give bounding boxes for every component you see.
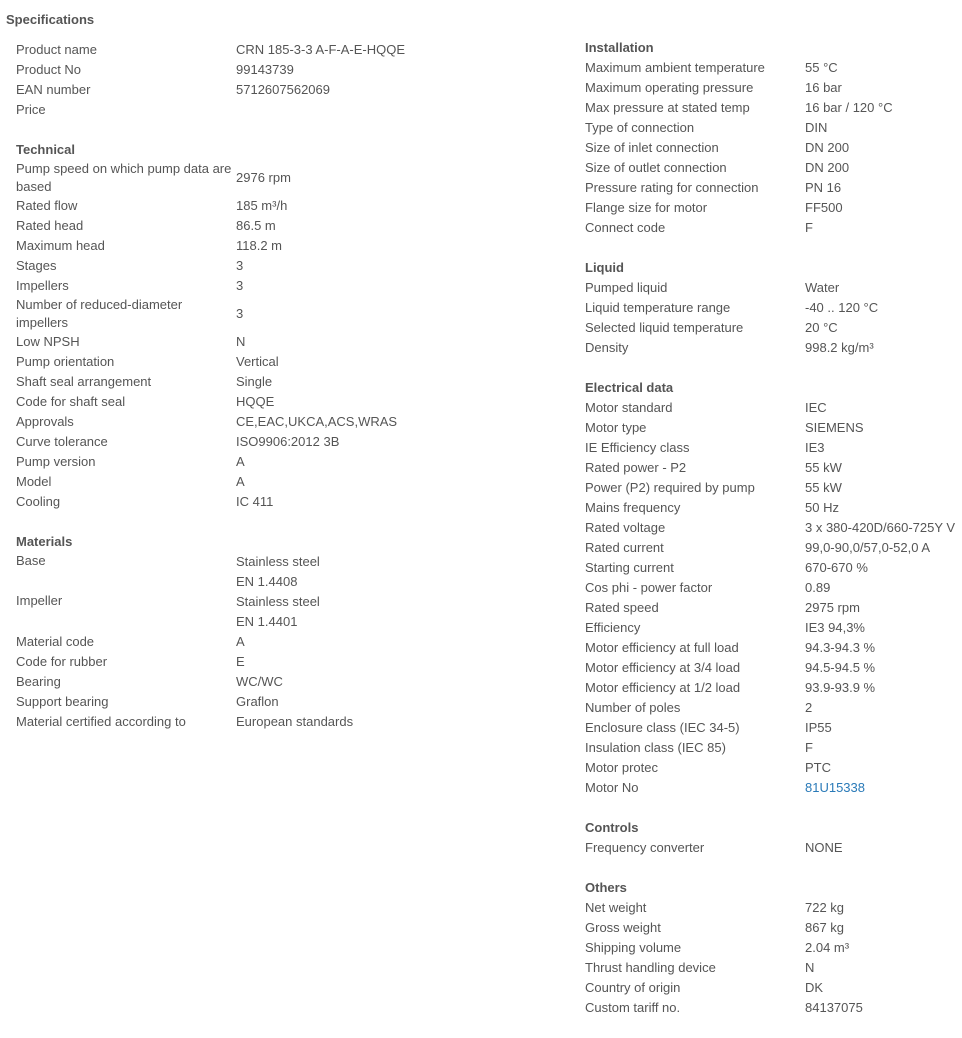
spec-label: Enclosure class (IEC 34-5): [585, 720, 740, 735]
spec-label: Material certified according to: [16, 714, 186, 729]
spec-row-impeller: [16, 592, 556, 632]
spec-value: 99,0-90,0/57,0-52,0 A: [805, 540, 931, 555]
spec-label: Impeller: [16, 593, 63, 608]
spec-row-gross-weight: [585, 918, 962, 938]
spec-label: Rated head: [16, 218, 84, 233]
spec-label: Shaft seal arrangement: [16, 374, 152, 389]
spec-label: Size of inlet connection: [585, 140, 719, 155]
spec-value: Single: [236, 374, 273, 389]
spec-label: Rated voltage: [585, 520, 666, 535]
spec-label: Rated power - P2: [585, 460, 687, 475]
spec-label: Material code: [16, 634, 95, 649]
spec-label: Liquid temperature range: [585, 300, 731, 315]
spec-label: Stages: [16, 258, 57, 273]
spec-value: 185 m³/h: [236, 198, 288, 213]
spec-value: IP55: [805, 720, 832, 735]
spec-row-number-of-reduced-diameter-impellers: [16, 296, 556, 332]
section-liquid: [585, 258, 962, 358]
spec-value: DN 200: [805, 140, 850, 155]
spec-value: E: [236, 654, 245, 669]
spec-value: A: [236, 474, 245, 489]
spec-row-rated-speed: [585, 598, 962, 618]
spec-row-shipping-volume: [585, 938, 962, 958]
spec-row-pump-version: [16, 452, 556, 472]
spec-row-product-no: [16, 60, 556, 80]
spec-row-enclosure-class-iec-34-5: [585, 718, 962, 738]
spec-row-price: [16, 100, 556, 120]
spec-row-efficiency: [585, 618, 962, 638]
left-column: [16, 40, 556, 752]
spec-value: DIN: [805, 120, 828, 135]
spec-label: Power (P2) required by pump: [585, 480, 755, 495]
spec-value: 867 kg: [805, 920, 845, 935]
spec-value: 50 Hz: [805, 500, 839, 515]
spec-value: A: [236, 454, 245, 469]
spec-row-code-for-shaft-seal: [16, 392, 556, 412]
spec-value: 93.9-93.9 %: [805, 680, 876, 695]
spec-label: Curve tolerance: [16, 434, 108, 449]
section-title: Others: [585, 880, 627, 895]
spec-row-bearing: [16, 672, 556, 692]
spec-value: FF500: [805, 200, 843, 215]
spec-label: Motor efficiency at 3/4 load: [585, 660, 741, 675]
spec-row-size-of-inlet-connection: [585, 138, 962, 158]
spec-row-custom-tariff-no: [585, 998, 962, 1018]
spec-row-code-for-rubber: [16, 652, 556, 672]
spec-label: Bearing: [16, 674, 61, 689]
spec-label: Code for rubber: [16, 654, 108, 669]
spec-row-impellers: [16, 276, 556, 296]
spec-value: 55 °C: [805, 60, 838, 75]
spec-value-line: Stainless steel: [236, 554, 320, 569]
spec-value: 2976 rpm: [236, 170, 291, 185]
spec-value: F: [805, 740, 813, 755]
spec-label: Number of poles: [585, 700, 681, 715]
spec-value: 3: [236, 258, 244, 273]
spec-label: Selected liquid temperature: [585, 320, 744, 335]
spec-label: Pumped liquid: [585, 280, 668, 295]
spec-row-approvals: [16, 412, 556, 432]
right-column: [585, 38, 962, 1038]
spec-value: 3 x 380-420D/660-725Y V: [805, 520, 956, 535]
spec-label: Support bearing: [16, 694, 109, 709]
spec-label: Product No: [16, 62, 82, 77]
section-product-info: [16, 40, 556, 120]
spec-row-cos-phi-power-factor: [585, 578, 962, 598]
spec-label: Cooling: [16, 494, 61, 509]
spec-value: IC 411: [236, 494, 274, 509]
spec-row-low-npsh: [16, 332, 556, 352]
spec-row-ean-number: [16, 80, 556, 100]
spec-value: Graflon: [236, 694, 279, 709]
spec-value: IE3: [805, 440, 825, 455]
spec-label: Mains frequency: [585, 500, 681, 515]
spec-row-stages: [16, 256, 556, 276]
spec-label: Motor standard: [585, 400, 673, 415]
section-title: Technical: [16, 142, 76, 157]
spec-value: IE3 94,3%: [805, 620, 865, 635]
spec-row-starting-current: [585, 558, 962, 578]
spec-row-cooling: [16, 492, 556, 512]
spec-label: Custom tariff no.: [585, 1000, 681, 1015]
spec-label: Frequency converter: [585, 840, 705, 855]
section-installation: [585, 38, 962, 238]
spec-row-insulation-class-iec-85: [585, 738, 962, 758]
spec-row-motor-standard: [585, 398, 962, 418]
spec-label: Maximum head: [16, 238, 105, 253]
spec-label: IE Efficiency class: [585, 440, 690, 455]
spec-label: Type of connection: [585, 120, 695, 135]
spec-label: Rated flow: [16, 198, 78, 213]
spec-row-maximum-head: [16, 236, 556, 256]
spec-row-maximum-ambient-temperature: [585, 58, 962, 78]
section-materials: [16, 532, 556, 732]
section-title: Liquid: [585, 260, 624, 275]
spec-row-mains-frequency: [585, 498, 962, 518]
spec-value: HQQE: [236, 394, 275, 409]
spec-row-curve-tolerance: [16, 432, 556, 452]
spec-label: Efficiency: [585, 620, 641, 635]
spec-label: Maximum ambient temperature: [585, 60, 765, 75]
spec-label: Thrust handling device: [585, 960, 716, 975]
spec-label: Maximum operating pressure: [585, 80, 754, 95]
spec-value: PN 16: [805, 180, 842, 195]
spec-label: Gross weight: [585, 920, 661, 935]
section-technical: [16, 140, 556, 512]
spec-label: Connect code: [585, 220, 666, 235]
spec-value: WC/WC: [236, 674, 283, 689]
spec-value: 55 kW: [805, 480, 842, 495]
spec-row-size-of-outlet-connection: [585, 158, 962, 178]
spec-value: 84137075: [805, 1000, 863, 1015]
section-electrical-data: [585, 378, 962, 798]
spec-value: 2.04 m³: [805, 940, 850, 955]
spec-row-type-of-connection: [585, 118, 962, 138]
spec-value: 94.5-94.5 %: [805, 660, 876, 675]
spec-value: NONE: [805, 840, 843, 855]
section-title: Electrical data: [585, 380, 674, 395]
spec-label: Pump speed on which pump data are based: [16, 161, 232, 194]
spec-label: EAN number: [16, 82, 91, 97]
spec-label: Rated speed: [585, 600, 659, 615]
section-controls: [585, 818, 962, 858]
spec-value: CRN 185-3-3 A-F-A-E-HQQE: [236, 42, 406, 57]
section-others: [585, 878, 962, 1018]
spec-label: Insulation class (IEC 85): [585, 740, 726, 755]
spec-value: 3: [236, 278, 244, 293]
spec-row-motor-no: [585, 778, 962, 798]
spec-value: [236, 592, 320, 632]
spec-value: 998.2 kg/m³: [805, 340, 874, 355]
spec-label: Code for shaft seal: [16, 394, 126, 409]
spec-value: 20 °C: [805, 320, 838, 335]
spec-row-product-name: [16, 40, 556, 60]
spec-label: Low NPSH: [16, 334, 80, 349]
spec-label: Motor No: [585, 780, 639, 795]
spec-label: Approvals: [16, 414, 74, 429]
spec-value: 670-670 %: [805, 560, 868, 575]
spec-label: Motor efficiency at 1/2 load: [585, 680, 741, 695]
spec-row-net-weight: [585, 898, 962, 918]
spec-row-motor-protec: [585, 758, 962, 778]
spec-value: Water: [805, 280, 840, 295]
spec-row-thrust-handling-device: [585, 958, 962, 978]
spec-value: 86.5 m: [236, 218, 276, 233]
spec-label: Starting current: [585, 560, 674, 575]
spec-row-maximum-operating-pressure: [585, 78, 962, 98]
spec-label: Product name: [16, 42, 97, 57]
spec-row-rated-voltage: [585, 518, 962, 538]
section-title: Materials: [16, 534, 73, 549]
spec-row-rated-flow: [16, 196, 556, 216]
spec-label: Base: [16, 553, 46, 568]
spec-row-frequency-converter: [585, 838, 962, 858]
spec-label: Flange size for motor: [585, 200, 708, 215]
spec-value: 118.2 m: [236, 238, 283, 253]
spec-value: DN 200: [805, 160, 850, 175]
spec-value: 722 kg: [805, 900, 845, 915]
spec-value: 5712607562069: [236, 82, 330, 97]
spec-value: 99143739: [236, 62, 294, 77]
motor-no-link[interactable]: 81U15338: [805, 780, 865, 795]
spec-value: 2975 rpm: [805, 600, 860, 615]
spec-label: Motor protec: [585, 760, 658, 775]
spec-label: Pump orientation: [16, 354, 115, 369]
spec-row-country-of-origin: [585, 978, 962, 998]
spec-value: Vertical: [236, 354, 279, 369]
spec-value: 55 kW: [805, 460, 842, 475]
spec-label: Size of outlet connection: [585, 160, 727, 175]
spec-row-power-p2-required-by-pump: [585, 478, 962, 498]
spec-row-material-code: [16, 632, 556, 652]
spec-row-motor-efficiency-at-full-load: [585, 638, 962, 658]
spec-row-base: [16, 552, 556, 592]
spec-row-rated-current: [585, 538, 962, 558]
spec-row-flange-size-for-motor: [585, 198, 962, 218]
spec-value: SIEMENS: [805, 420, 864, 435]
spec-label: Cos phi - power factor: [585, 580, 713, 595]
spec-label: Pressure rating for connection: [585, 180, 759, 195]
spec-row-pressure-rating-for-connection: [585, 178, 962, 198]
spec-value: PTC: [805, 760, 831, 775]
spec-label: Impellers: [16, 278, 69, 293]
spec-row-number-of-poles: [585, 698, 962, 718]
spec-value-line: EN 1.4408: [236, 574, 298, 589]
spec-label: Shipping volume: [585, 940, 682, 955]
spec-value: IEC: [805, 400, 827, 415]
spec-value: 3: [236, 306, 244, 321]
spec-value: European standards: [236, 714, 354, 729]
spec-value: [236, 552, 320, 592]
spec-row-liquid-temperature-range: [585, 298, 962, 318]
spec-label: Model: [16, 474, 52, 489]
section-title: Controls: [585, 820, 639, 835]
spec-row-shaft-seal-arrangement: [16, 372, 556, 392]
spec-value: N: [805, 960, 815, 975]
spec-row-pump-orientation: [16, 352, 556, 372]
spec-label: Max pressure at stated temp: [585, 100, 750, 115]
spec-value-line: EN 1.4401: [236, 614, 298, 629]
spec-row-material-certified-according-to: [16, 712, 556, 732]
spec-row-motor-efficiency-at-3-4-load: [585, 658, 962, 678]
spec-value: 0.89: [805, 580, 831, 595]
spec-value: 16 bar / 120 °C: [805, 100, 893, 115]
spec-row-max-pressure-at-stated-temp: [585, 98, 962, 118]
spec-value: A: [236, 634, 245, 649]
spec-value: CE,EAC,UKCA,ACS,WRAS: [236, 414, 398, 429]
spec-label: Country of origin: [585, 980, 681, 995]
spec-label: Rated current: [585, 540, 664, 555]
page-title: Specifications: [6, 12, 95, 27]
spec-label: Pump version: [16, 454, 96, 469]
spec-row-ie-efficiency-class: [585, 438, 962, 458]
spec-row-motor-efficiency-at-1-2-load: [585, 678, 962, 698]
spec-value: ISO9906:2012 3B: [236, 434, 340, 449]
spec-value: 2: [805, 700, 813, 715]
spec-label: Motor type: [585, 420, 647, 435]
section-title: Installation: [585, 40, 654, 55]
spec-row-pump-speed-on-which-pump-data-are-based: [16, 160, 556, 196]
spec-label: Net weight: [585, 900, 647, 915]
spec-row-rated-power-p2: [585, 458, 962, 478]
spec-value: 94.3-94.3 %: [805, 640, 876, 655]
spec-row-rated-head: [16, 216, 556, 236]
spec-value: -40 .. 120 °C: [805, 300, 879, 315]
spec-row-model: [16, 472, 556, 492]
spec-label: Number of reduced-diameter impellers: [16, 297, 183, 330]
spec-value: 16 bar: [805, 80, 842, 95]
spec-row-density: [585, 338, 962, 358]
spec-row-selected-liquid-temperature: [585, 318, 962, 338]
spec-row-motor-type: [585, 418, 962, 438]
spec-row-pumped-liquid: [585, 278, 962, 298]
spec-value: F: [805, 220, 813, 235]
spec-row-connect-code: [585, 218, 962, 238]
spec-row-support-bearing: [16, 692, 556, 712]
spec-value: DK: [805, 980, 824, 995]
spec-value-line: Stainless steel: [236, 594, 320, 609]
spec-label: Price: [16, 102, 46, 117]
spec-label: Motor efficiency at full load: [585, 640, 739, 655]
spec-value: N: [236, 334, 246, 349]
spec-label: Density: [585, 340, 629, 355]
